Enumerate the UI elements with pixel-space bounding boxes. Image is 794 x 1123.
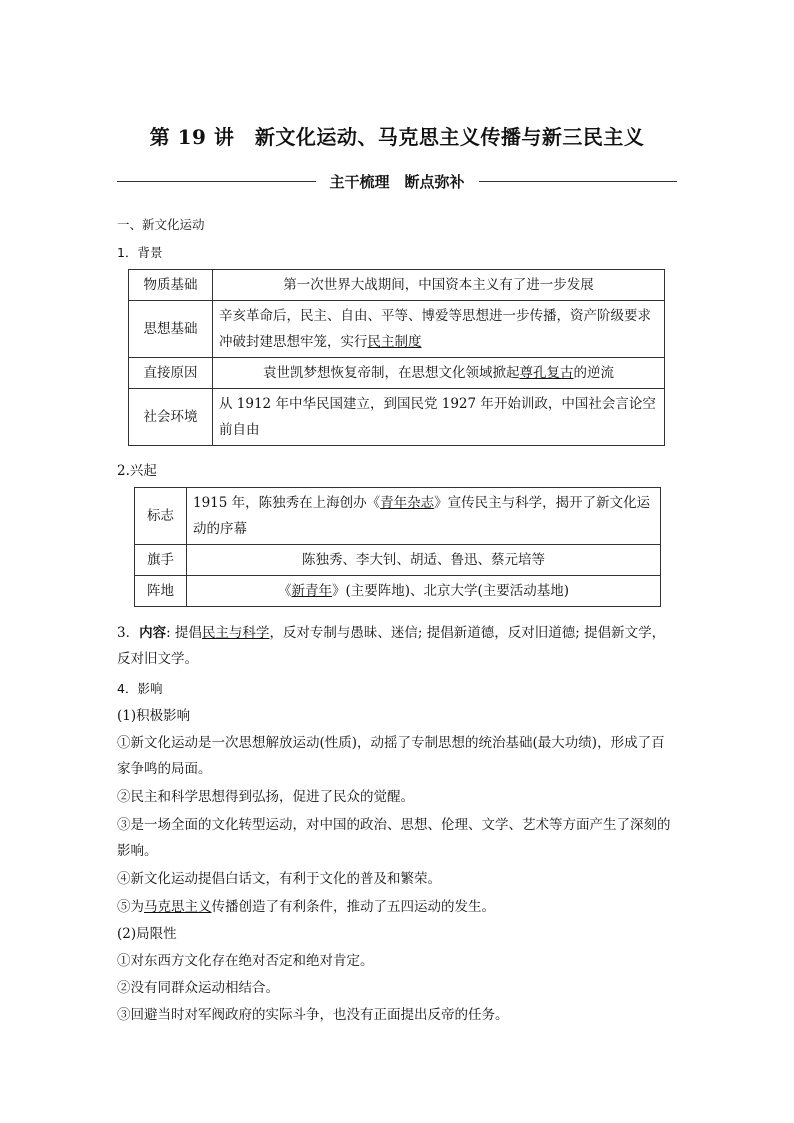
row-label: 标志 [135, 488, 187, 545]
cell-text: 从 1912 年中华民国建立，到国民党 1927 年开始训政，中国社会言论空前自由 [219, 396, 656, 438]
row-label: 阵地 [135, 576, 187, 607]
item-number: 3． [117, 625, 140, 641]
paragraph-text: 传播创造了有利条件，推动了五四运动的发生。 [211, 899, 495, 915]
underlined-term: 民主制度 [367, 334, 422, 350]
cell-text: 陈独秀、李大钊、胡适、鲁迅、蔡元培等 [302, 552, 545, 568]
background-table [128, 269, 665, 446]
row-content [187, 488, 661, 545]
underlined-term: 青年杂志 [380, 495, 435, 511]
table-row [135, 576, 661, 607]
row-content [187, 576, 661, 607]
list-item [117, 894, 677, 920]
table-row [129, 358, 665, 389]
section-heading: 一、新文化运动 [117, 217, 205, 232]
rise-table [134, 487, 661, 607]
row-content [187, 545, 661, 576]
list-item: ①对东西方文化存在绝对否定和绝对肯定。 [117, 953, 374, 969]
row-content [213, 301, 665, 358]
row-label: 旗手 [135, 545, 187, 576]
limitation-heading: (2)局限性 [117, 926, 177, 942]
paragraph-text: ⑤为 [117, 899, 144, 915]
rise-heading: 2.兴起 [117, 463, 157, 479]
cell-text: 《 [277, 583, 292, 599]
impact-heading: 4．影响 [117, 681, 163, 696]
lesson-title: 第 19 讲 新文化运动、马克思主义传播与新三民主义 [149, 125, 645, 149]
positive-heading: (1)积极影响 [117, 708, 191, 724]
section-divider [117, 170, 677, 192]
underlined-term: 尊孔 [519, 365, 547, 381]
list-item: ②没有同群众运动相结合。 [117, 980, 279, 996]
content-paragraph [117, 620, 677, 672]
row-label: 物质基础 [129, 270, 213, 301]
table-row [129, 270, 665, 301]
row-content [213, 389, 665, 446]
cell-text: 1915 年，陈独秀在上海创办《 [193, 495, 381, 511]
background-heading: 1．背景 [117, 245, 163, 260]
row-content [213, 270, 665, 301]
table-row [135, 545, 661, 576]
cell-text: 的逆流 [573, 365, 614, 381]
divider-line-right [479, 181, 678, 182]
row-label: 直接原因 [129, 358, 213, 389]
list-item: ①新文化运动是一次思想解放运动(性质)，动摇了专制思想的统治基础(最大功绩)，形成了百家争鸣的局面。 [117, 735, 665, 777]
paragraph-text: ，反对专制与愚昧、迷信; 提倡新道德，反对旧道德; 提倡新文学，反对旧文学。 [117, 625, 666, 667]
cell-text: 》(主要阵地)、北京大学(主要活动基地) [331, 583, 570, 599]
row-label: 思想基础 [129, 301, 213, 358]
row-label: 社会环境 [129, 389, 213, 446]
cell-text: 第一次世界大战期间，中国资本主义有了进一步发展 [283, 277, 594, 293]
underlined-term: 马克思主义 [144, 899, 212, 915]
list-item: ④新文化运动提倡白话文，有利于文化的普及和繁荣。 [117, 871, 441, 887]
list-item: ③是一场全面的文化转型运动，对中国的政治、思想、伦理、文学、艺术等方面产生了深刻的影响。 [117, 817, 671, 859]
section-subtitle: 主干梳理 断点弥补 [329, 172, 465, 191]
row-content [213, 358, 665, 389]
cell-text: 辛亥革命后，民主、自由、平等、博爱等思想进一步传播，资产阶级要求冲破封建思想牢笼，实行 [219, 308, 651, 350]
underlined-term: 民主与科学 [201, 625, 270, 641]
list-item: ③回避当时对军阀政府的实际斗争，也没有正面提出反帝的任务。 [117, 1007, 509, 1023]
item-label: 内容 [139, 625, 167, 641]
underlined-term: 复古 [546, 365, 574, 381]
list-item: ②民主和科学思想得到弘扬，促进了民众的觉醒。 [117, 789, 414, 805]
underlined-term: 新青年 [291, 583, 332, 599]
table-row [129, 301, 665, 358]
paragraph-text: : 提倡 [166, 625, 202, 641]
table-row [129, 389, 665, 446]
cell-text: 》宣传民主与科学，揭开了新文化运动的序幕 [193, 495, 651, 537]
divider-line-left [117, 181, 316, 182]
table-row [135, 488, 661, 545]
cell-text: 袁世凯梦想恢复帝制，在思想文化领域掀起 [263, 365, 520, 381]
